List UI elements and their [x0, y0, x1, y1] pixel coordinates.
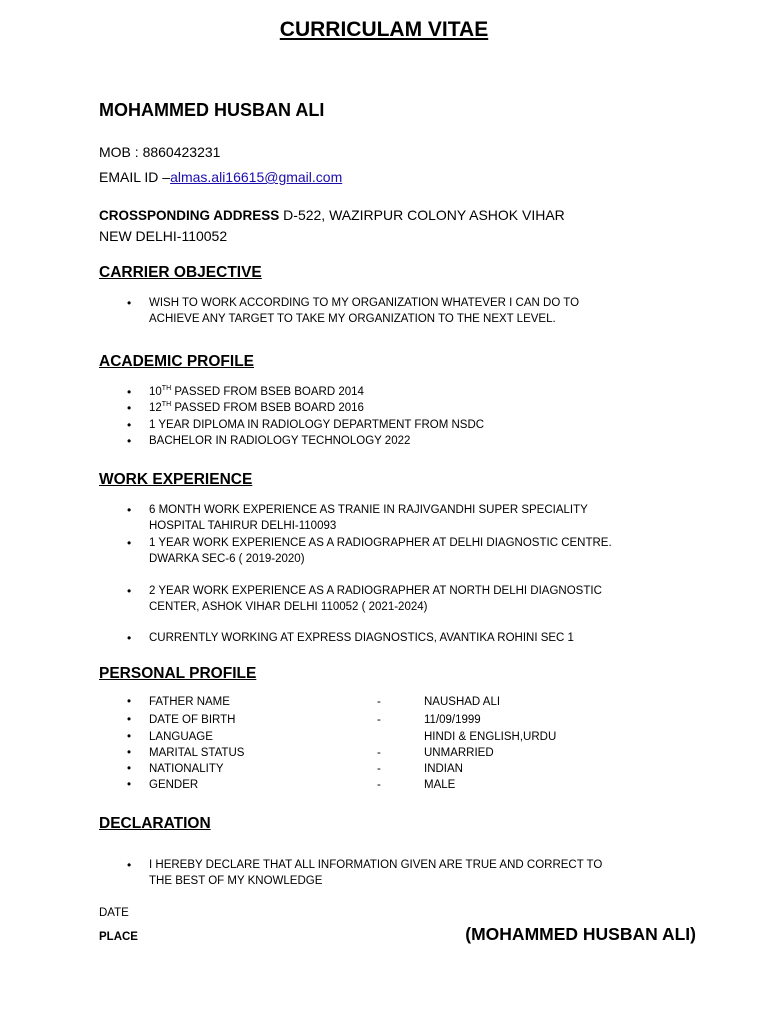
document-title: CURRICULAM VITAE: [279, 18, 489, 41]
work-list-2: [127, 583, 617, 616]
work-heading: WORK EXPERIENCE: [99, 471, 253, 488]
list-item: • 12TH PASSED FROM BSEB BOARD 2016: [127, 400, 627, 416]
address-label: CROSSPONDING ADDRESS: [99, 208, 280, 223]
list-item: • 6 MONTH WORK EXPERIENCE AS TRANIE IN RAJIVGANDHI SUPER SPECIALITY HOSPITAL TAHIRUR DELHI-110093: [127, 502, 617, 535]
objective-heading: CARRIER OBJECTIVE: [99, 264, 262, 281]
personal-row: • DATE OF BIRTH - 11/09/1999: [127, 714, 481, 726]
declaration-list: [127, 857, 627, 890]
list-item: • WISH TO WORK ACCORDING TO MY ORGANIZATION WHATEVER I CAN DO TO ACHIEVE ANY TARGET TO TAKE MY ORGANIZATION TO THE NEXT LEVEL.: [127, 295, 617, 328]
list-item: • BACHELOR IN RADIOLOGY TECHNOLOGY 2022: [127, 433, 627, 449]
place-label: PLACE: [99, 931, 138, 943]
signature-name: (MOHAMMED HUSBAN ALI): [465, 924, 696, 944]
personal-row: • LANGUAGE HINDI & ENGLISH,URDU: [127, 731, 557, 743]
candidate-name: MOHAMMED HUSBAN ALI: [99, 100, 325, 120]
list-item: • 2 YEAR WORK EXPERIENCE AS A RADIOGRAPHER AT NORTH DELHI DIAGNOSTIC CENTER, ASHOK VIHAR DELHI 110052 ( 2021-2024): [127, 583, 617, 616]
list-item: • 1 YEAR WORK EXPERIENCE AS A RADIOGRAPHER AT DELHI DIAGNOSTIC CENTRE. DWARKA SEC-6 ( 2019-2020): [127, 535, 617, 568]
personal-row: • MARITAL STATUS - UNMARRIED: [127, 747, 494, 759]
mobile-label: MOB :: [99, 144, 143, 160]
work-list: [127, 502, 617, 567]
address-line-1: [99, 207, 565, 223]
address-text: D-522, WAZIRPUR COLONY ASHOK VIHAR: [279, 207, 565, 223]
academic-list: [127, 384, 627, 449]
list-item: • 10TH PASSED FROM BSEB BOARD 2014: [127, 384, 627, 400]
mobile-number: 8860423231: [142, 144, 221, 160]
list-item: • 1 YEAR DIPLOMA IN RADIOLOGY DEPARTMENT FROM NSDC: [127, 417, 627, 433]
email-label: EMAIL ID –: [99, 169, 171, 185]
personal-row: • NATIONALITY - INDIAN: [127, 763, 463, 775]
academic-heading: ACADEMIC PROFILE: [99, 353, 254, 370]
personal-heading: PERSONAL PROFILE: [99, 665, 257, 682]
email-link[interactable]: almas.ali16615@gmail.com: [170, 169, 343, 185]
address-line-2: NEW DELHI-110052: [99, 228, 228, 244]
list-item: • I HEREBY DECLARE THAT ALL INFORMATION GIVEN ARE TRUE AND CORRECT TO THE BEST OF MY KNOWLEDGE: [127, 857, 627, 890]
date-label: DATE: [99, 907, 129, 919]
objective-list: [127, 295, 617, 328]
email-line: [99, 169, 342, 185]
mobile-line: [99, 144, 220, 160]
work-list-3: [127, 630, 627, 646]
declaration-heading: DECLARATION: [99, 815, 211, 832]
list-item: • CURRENTLY WORKING AT EXPRESS DIAGNOSTICS, AVANTIKA ROHINI SEC 1: [127, 630, 627, 646]
personal-row: • FATHER NAME - NAUSHAD ALI: [127, 696, 501, 708]
personal-row: • GENDER - MALE: [127, 779, 456, 791]
